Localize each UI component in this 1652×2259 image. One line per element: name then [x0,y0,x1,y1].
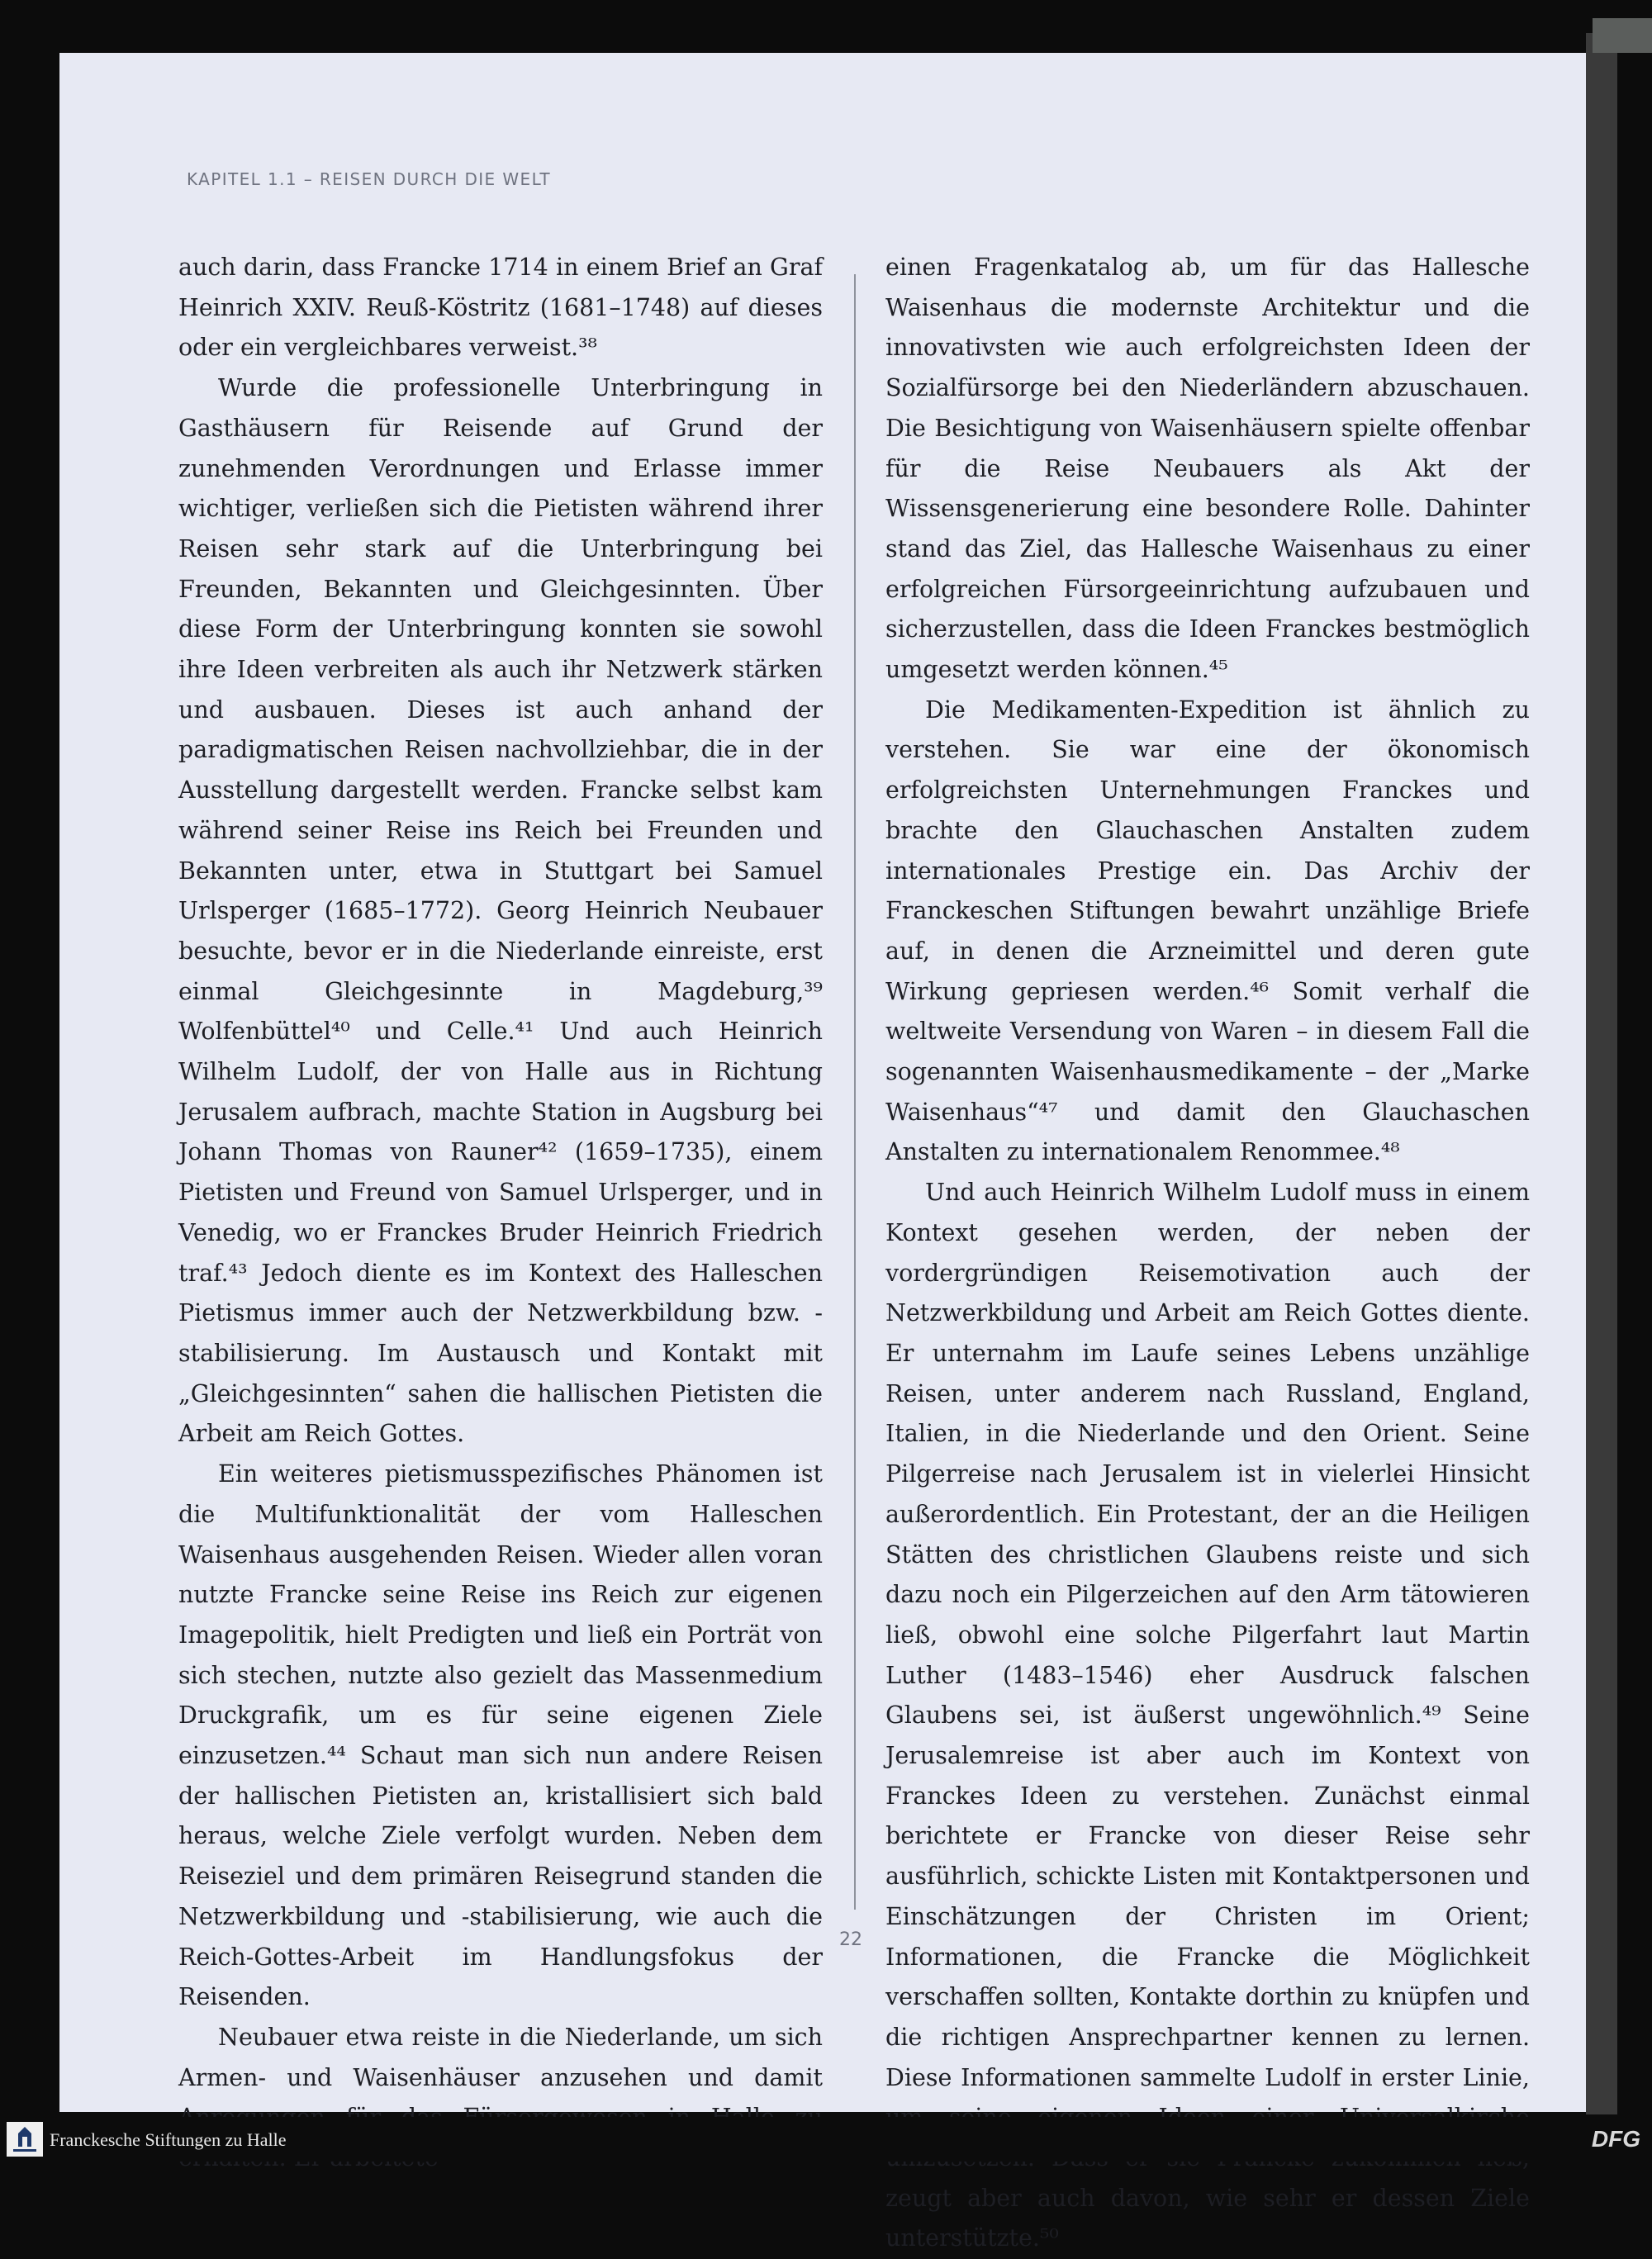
running-head: KAPITEL 1.1 – REISEN DURCH DIE WELT [187,169,551,189]
paragraph: Die Medikamenten-Expedition ist ähnlich zu verstehen. Sie war eine der ökonomisch erfolgreichsten Unternehmungen Franckes und brachte den Glauchaschen Anstalten zudem internationales Prestige ein. Das Archiv der Franckeschen Stiftungen bewahrt unzählige Briefe auf, in denen die Arzneimittel und deren gute Wirkung gepriesen werden.⁴⁶ Somit verhalf die weltweite Versendung von Waren – in diesem Fall die sogenannten Waisenhausmedikamente – der „Marke Waisenhaus“⁴⁷ und damit den Glauchaschen Anstalten zu internationalem Renommee.⁴⁸ [885,695,1530,1166]
left-text-column [178,248,823,2179]
column-divider [854,274,856,1910]
paragraph: Neubauer etwa reiste in die Niederlande, um sich Armen- und Waisenhäuser anzusehen und damit [178,2023,823,2091]
page-number: 22 [839,1929,862,1950]
scan-corner-marker [1593,18,1652,53]
dfg-logo: DFG [1591,2126,1640,2152]
paragraph: auch darin, dass Francke 1714 in einem Brief an Graf Heinrich XXIV. Reuß-Köstritz (1681–1748) auf dieses oder ein vergleichbares verweist.³⁸ [178,254,823,362]
institution-name: Franckesche Stiftungen zu Halle [50,2129,287,2150]
institution-logo-icon [7,2122,43,2157]
paragraph: Wurde die professionelle Unterbringung in Gasthäusern für Reisende auf Grund der zunehmenden Verordnungen und Erlasse immer wichtiger, verließen sich die Pietisten während ihrer Reisen sehr stark auf die Unterbringung bei Freunden, Bekannten und Gleichgesinnten. Über diese Form der Unterbringung konnten sie sowohl ihre Ideen verbreiten als auch ihr Netzwerk stärken und ausbauen. Dieses ist auch anhand der paradigmatischen Reisen nachvollziehbar, die in der Ausstellung dargestellt werden. Francke selbst kam während seiner Reise ins Reich bei Freunden und Bekannten unter, etwa in Stuttgart bei Samuel Urlsperger (1685–1772). Georg Heinrich Neubauer besuchte, bevor er in die Niederlande einreiste, erst einmal Gleichgesinnte in Magdeburg,³⁹ Wolfenbüttel⁴⁰ und Celle.⁴¹ Und auch Heinrich Wilhelm Ludolf, der von Halle aus in Richtung Jerusalem aufbrach, machte Station in Augsburg bei Johann Thomas von Rauner⁴² (1659–1735), einem Pietisten und Freund von Samuel Urlsperger, und in Venedig, wo er Franckes Bruder Heinrich Friedrich traf.⁴³ Jedoch diente es im Kontext des Halleschen Pietismus immer auch der Netzwerkbildung bzw. -stabilisierung. Im Austausch und Kontakt mit „Gleichgesinnten“ sahen die hallischen Pietisten die Arbeit am Reich Gottes. [178,374,823,1448]
paragraph: einen Fragenkatalog ab, um für das Hallesche Waisenhaus die modernste Architektur und die innovativsten wie auch erfolgreichsten Ideen der Sozialfürsorge bei den Niederländern abzuschauen. Die Besichtigung von Waisenhäusern spielte offenbar für die Reise Neubauers als Akt der Wissensgenerierung eine besondere Rolle. Dahinter stand das Ziel, das Hallesche Waisenhaus zu einer erfolgreichen Fürsorgeeinrichtung aufzubauen und sicherzustellen, dass die Ideen Franckes bestmöglich umgesetzt werden können.⁴⁵ [885,254,1530,684]
book-spine-edge [1586,33,1617,2114]
right-text-column [885,248,1530,2259]
paragraph: Und auch Heinrich Wilhelm Ludolf muss in einem Kontext gesehen werden, der neben der vordergründigen Reisemotivation auch der Netzwerkbildung und Arbeit am Reich Gottes diente. Er unternahm im Laufe seines Lebens unzählige Reisen, unter anderem nach Russland, England, Italien, in die Niederlande und den Orient. Seine Pilgerreise nach Jerusalem ist in vielerlei Hinsicht außerordentlich. Ein Protestant, der an die Heiligen Stätten des christlichen Glaubens reiste und sich dazu noch ein Pilgerzeichen auf den Arm tätowieren ließ, obwohl eine solche Pilgerfahrt laut Martin Luther (1483–1546) eher Ausdruck falschen Glaubens sei, ist äußerst ungewöhnlich.⁴⁹ Seine Jerusalemreise ist aber auch im Kontext von Franckes Ideen zu verstehen. Zunächst einmal berichtete er Francke von dieser Reise sehr ausführlich, schickte Listen mit Kontaktpersonen und Einschätzungen der Christen im Orient; Informationen, die Francke die Möglichkeit verschaffen sollten, Kontakte dorthin zu knüpfen und die richtigen Ansprechpartner kennen zu lernen. Diese Informationen sammelte Ludolf in erster Linie, zeugt aber auch davon, wie sehr er dessen Ziele unterstützte.⁵⁰ [885,1179,1530,2252]
paragraph: Ein weiteres pietismusspezifisches Phänomen ist die Multifunktionalität der vom Halleschen Waisenhaus ausgehenden Reisen. Wieder allen voran nutzte Francke seine Reise ins Reich zur eigenen Imagepolitik, hielt Predigten und ließ ein Porträt von sich stechen, nutzte also gezielt das Massenmedium Druckgrafik, um es für seine eigenen Ziele einzusetzen.⁴⁴ Schaut man sich nun andere Reisen der hallischen Pietisten an, kristallisiert sich bald heraus, welche Ziele verfolgt wurden. Neben dem Reiseziel und dem primären Reisegrund standen die Netzwerkbildung und -stabilisierung, wie auch die Reich-Gottes-Arbeit im Handlungsfokus der Reisenden. [178,1460,823,2011]
